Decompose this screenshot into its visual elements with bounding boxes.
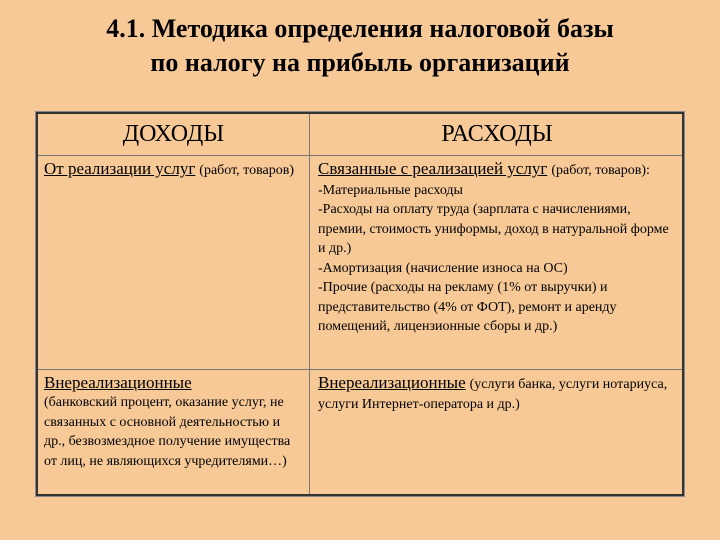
income-nonoperating-detail: (банковский процент, оказание услуг, не связанных с основной деятельностью и др., безвозмездное получение имущества от лиц, не являющихся учредителями…): [44, 395, 291, 469]
tax-base-table: [36, 112, 684, 496]
expense-item-labor: -Расходы на оплату труда (зарплата с начислениями, премии, стоимость униформы, доход в натуральной форме и др.): [318, 202, 669, 256]
expense-item-depreciation: -Амортизация (начисление износа на ОС): [318, 260, 568, 276]
expense-nonoperating-detail: (услуги банка, услуги нотариуса, услуги Интернет-оператора и др.): [318, 377, 668, 412]
expense-sales-detail: (работ, товаров):: [551, 163, 650, 178]
slide-title-line-2: по налогу на прибыль организаций: [150, 48, 570, 77]
expense-item-other: -Прочие (расходы на рекламу (1% от выручки) и представительство (4% от ФОТ), ремонт и аренду помещений, лицензионные сборы и др.): [318, 280, 617, 334]
header-income: ДОХОДЫ: [38, 114, 310, 155]
income-nonoperating-category: Внереализационные: [44, 373, 192, 392]
slide-title: [20, 12, 700, 80]
income-nonoperating-cell: [38, 370, 310, 494]
income-sales-detail: (работ, товаров): [199, 163, 295, 178]
expense-nonoperating-category: Внереализационные: [318, 373, 466, 392]
expense-sales-category: Связанные с реализацией услуг: [318, 159, 548, 178]
expense-nonoperating-cell: [310, 370, 682, 494]
slide-title-line-1: 4.1. Методика определения налоговой базы: [106, 14, 614, 43]
table-row-sales: [38, 156, 682, 370]
income-sales-cell: [38, 156, 310, 369]
table-header-row: [38, 114, 682, 156]
expense-item-materials: -Материальные расходы: [318, 182, 463, 198]
expense-sales-cell: [310, 156, 682, 369]
header-expenses: РАСХОДЫ: [441, 121, 553, 147]
table-row-nonoperating: [38, 370, 682, 494]
income-sales-category: От реализации услуг: [44, 159, 196, 178]
